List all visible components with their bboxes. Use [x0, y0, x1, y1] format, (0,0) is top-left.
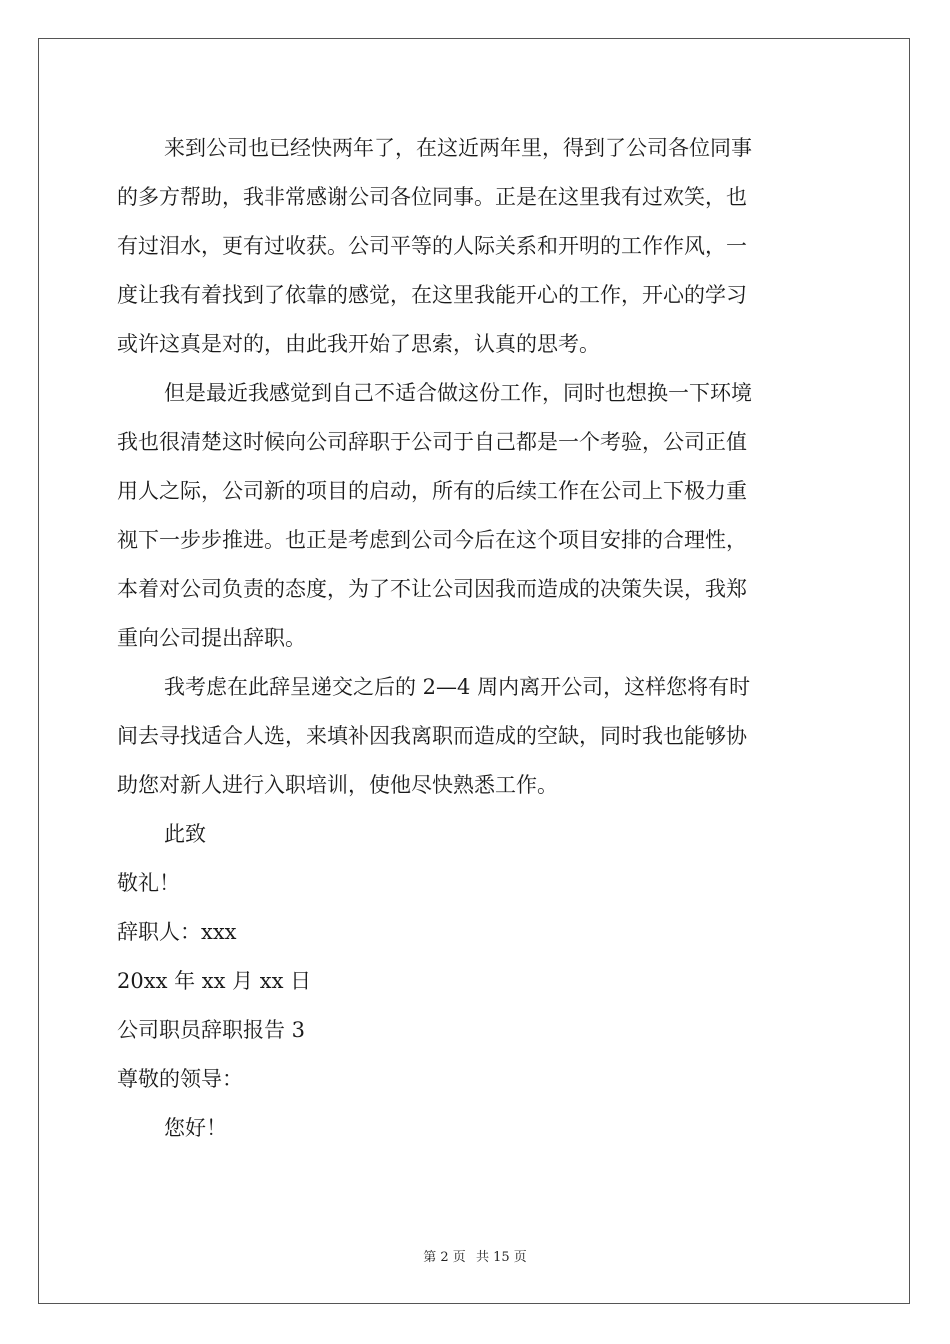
text-line: 我考虑在此辞呈递交之后的 2—4 周内离开公司，这样您将有时 [164, 675, 751, 699]
greeting-line: 您好！ [164, 1116, 227, 1140]
text-line: 重向公司提出辞职。 [117, 626, 306, 650]
salutation-line: 敬礼！ [117, 871, 180, 895]
text-line: 的多方帮助，我非常感谢公司各位同事。正是在这里我有过欢笑，也 [117, 185, 747, 209]
date-line: 20xx 年 xx 月 xx 日 [117, 969, 312, 993]
text-line: 视下一步步推进。也正是考虑到公司今后在这个项目安排的合理性， [117, 528, 747, 552]
text-line: 有过泪水，更有过收获。公司平等的人际关系和开明的工作作风，一 [117, 234, 747, 258]
addressee-line: 尊敬的领导： [117, 1067, 243, 1091]
text-line: 或许这真是对的，由此我开始了思索，认真的思考。 [117, 332, 600, 356]
text-line: 来到公司也已经快两年了，在这近两年里，得到了公司各位同事 [164, 136, 752, 160]
page-footer [0, 1246, 950, 1265]
page-total: 共 15 页 [475, 1250, 527, 1265]
section-title: 公司职员辞职报告 3 [117, 1018, 306, 1042]
document-body [117, 124, 833, 1153]
signature-line: 辞职人：xxx [117, 920, 237, 944]
closing-line: 此致 [164, 822, 206, 846]
text-line: 间去寻找适合人选，来填补因我离职而造成的空缺，同时我也能够协 [117, 724, 747, 748]
text-line: 本着对公司负责的态度，为了不让公司因我而造成的决策失误，我郑 [117, 577, 747, 601]
text-line: 用人之际，公司新的项目的启动，所有的后续工作在公司上下极力重 [117, 479, 747, 503]
page-number: 第 2 页 [423, 1250, 466, 1265]
text-line: 助您对新人进行入职培训，使他尽快熟悉工作。 [117, 773, 558, 797]
text-line: 我也很清楚这时候向公司辞职于公司于自己都是一个考验，公司正值 [117, 430, 747, 454]
text-line: 度让我有着找到了依靠的感觉，在这里我能开心的工作，开心的学习 [117, 283, 747, 307]
text-line: 但是最近我感觉到自己不适合做这份工作，同时也想换一下环境 [164, 381, 752, 405]
